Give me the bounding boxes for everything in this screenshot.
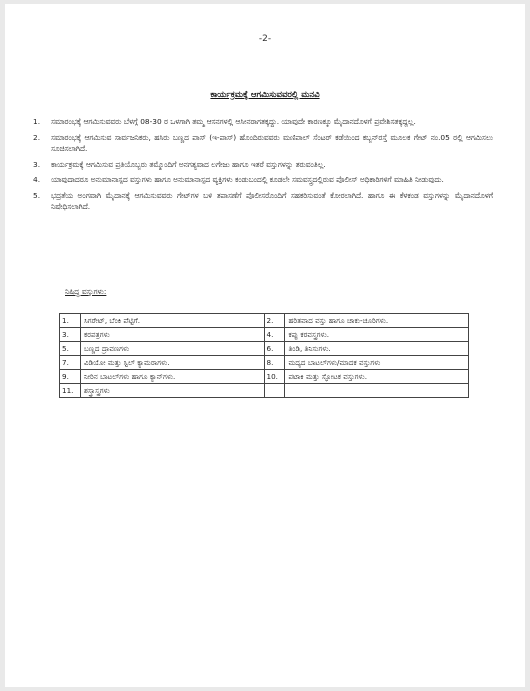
instruction-text: ಕಾರ್ಯಕ್ರಮಕ್ಕೆ ಆಗಮಿಸುವ ಪ್ರತಿಯೊಬ್ಬರು ತಮ್ಮೊಂದಿಗೆ ಅನಗತ್ಯವಾದ ಲಗೇಜು ಹಾಗೂ ಇತರೆ ವಸ್ತುಗಳನ್ನು ತರುವಂತಿಲ್ಲ. <box>51 159 326 169</box>
item-number: 11. <box>60 384 81 398</box>
table-row <box>60 328 469 342</box>
document-title: ಕಾರ್ಯಕ್ರಮಕ್ಕೆ ಆಗಮಿಸುವವರಲ್ಲಿ ಮನವಿ <box>210 90 320 100</box>
instruction-number: 2. <box>33 132 41 142</box>
instruction-text: ಯಾವುದಾದರೂ ಅನುಮಾನಾಸ್ಪದ ವಸ್ತುಗಳು ಹಾಗೂ ಅನುಮಾನಾಸ್ಪದ ವ್ಯಕ್ತಿಗಳು ಕಂಡುಬಂದಲ್ಲಿ ಕೂಡಲೇ ಸಮವಸ್ತ್ರದಲ್ಲಿರುವ ಪೊಲೀಸ್ ಅಧಿಕಾರಿಗಳಿಗೆ ಮಾಹಿತಿ ನೀಡುವುದು. <box>51 175 444 184</box>
item-number: 3. <box>60 328 81 342</box>
table-row <box>60 314 469 328</box>
prohibited-item: ನೀರಿನ ಬಾಟಲ್‌ಗಳು ಹಾಗೂ ಕ್ಯಾನ್‌ಗಳು. <box>80 370 264 384</box>
instruction-number: 1. <box>33 117 41 126</box>
prohibited-item: ಸಿಗರೇಟ್, ಬೆಂಕಿ ಪೆಟ್ಟಿಗೆ. <box>80 314 264 328</box>
prohibited-item: ಕಪ್ಪು ಕರವಸ್ತ್ರಗಳು. <box>285 328 469 342</box>
prohibited-item: ತಿಂಡಿ, ತಿನಿಸುಗಳು. <box>285 342 469 356</box>
instruction-number: 5. <box>33 190 41 200</box>
instruction-number: 3. <box>33 159 41 169</box>
item-number: 10. <box>264 370 285 384</box>
instruction-item <box>33 190 493 213</box>
item-number: 7. <box>60 356 81 370</box>
prohibited-items-table <box>59 313 469 398</box>
prohibited-item: ಮದ್ಯದ ಬಾಟಲ್‌ಗಳು/ಮಾದಕ ವಸ್ತುಗಳು <box>285 356 469 370</box>
instruction-item <box>33 174 493 186</box>
instruction-text: ಸಮಾರಂಭಕ್ಕೆ ಆಗಮಿಸುವ ಸಾರ್ವಜನಿಕರು, ಹಸಿರು ಬಣ್ಣದ ಪಾಸ್ (ಇ-ಪಾಸ್) ಹೊಂದಿರುವವರು ಮಣಿಪಾಲ್ ಸೆಂಟರ್ ಕಡೆಯಿಂದ ಕಬ್ಬನ್‌ರಸ್ತೆ ಮೂಲಕ ಗೇಟ್ ನಂ.05 ರಲ್ಲಿ ಆಗಮಿಸಲು ಸೂಚಿಸಲಾಗಿದೆ. <box>51 132 493 153</box>
table-row <box>60 342 469 356</box>
empty-cell <box>285 384 469 398</box>
instruction-text: ಭದ್ರತೆಯ ಅಂಗವಾಗಿ ಮೈದಾನಕ್ಕೆ ಆಗಮಿಸುವವರು ಗೇಟ್‌ಗಳ ಬಳಿ ತಪಾಸಣೆಗೆ ಪೊಲೀಸರೊಂದಿಗೆ ಸಹಕರಿಸುವಂತೆ ಕೋರಲಾಗಿದೆ. ಹಾಗೂ ಈ ಕೆಳಕಂಡ ವಸ್ತುಗಳನ್ನು ಮೈದಾನದೊಳಗೆ ನಿಷೇಧಿಸಲಾಗಿದೆ. <box>51 190 493 211</box>
item-number: 2. <box>264 314 285 328</box>
document-page <box>5 4 525 687</box>
prohibited-item: ಶಸ್ತ್ರಾಸ್ತ್ರಗಳು <box>80 384 264 398</box>
prohibited-item: ಕರಪತ್ರಗಳು <box>80 328 264 342</box>
instruction-item <box>33 159 493 171</box>
page-number: -2- <box>258 34 272 44</box>
prohibited-item: ಪಟಾಕಿ ಮತ್ತು ಸ್ಫೋಟಕ ವಸ್ತುಗಳು. <box>285 370 469 384</box>
item-number: 6. <box>264 342 285 356</box>
empty-cell <box>264 384 285 398</box>
prohibited-item: ವಿಡಿಯೋ ಮತ್ತು ಸ್ಟಿಲ್ ಕ್ಯಾಮರಾಗಳು. <box>80 356 264 370</box>
item-number: 5. <box>60 342 81 356</box>
table-row <box>60 384 469 398</box>
prohibited-items-heading: ನಿಷಿದ್ಧ ವಸ್ತುಗಳು: <box>65 287 107 296</box>
instruction-text: ಸಮಾರಂಭಕ್ಕೆ ಆಗಮಿಸುವವರು ಬೆಳಗ್ಗೆ 08-30 ರ ಒಳಗಾಗಿ ತಮ್ಮ ಆಸನಗಳಲ್ಲಿ ಆಸೀನರಾಗತಕ್ಕದ್ದು. ಯಾವುದೇ ಕಾರಣಕ್ಕೂ ಮೈದಾನದೊಳಗೆ ಪ್ರವೇಶಿಸತಕ್ಕದ್ದಲ್ಲ. <box>51 117 416 126</box>
item-number: 9. <box>60 370 81 384</box>
prohibited-item: ಬಣ್ಣದ ದ್ರಾವಣಗಳು <box>80 342 264 356</box>
item-number: 8. <box>264 356 285 370</box>
item-number: 4. <box>264 328 285 342</box>
instruction-number: 4. <box>33 175 41 184</box>
table-row <box>60 370 469 384</box>
table-row <box>60 356 469 370</box>
item-number: 1. <box>60 314 81 328</box>
instruction-item <box>33 116 493 128</box>
prohibited-item: ಹರಿತವಾದ ವಸ್ತು ಹಾಗೂ ಚಾಕು-ಚೂರಿಗಳು. <box>285 314 469 328</box>
instructions-list <box>33 116 493 217</box>
instruction-item <box>33 132 493 155</box>
